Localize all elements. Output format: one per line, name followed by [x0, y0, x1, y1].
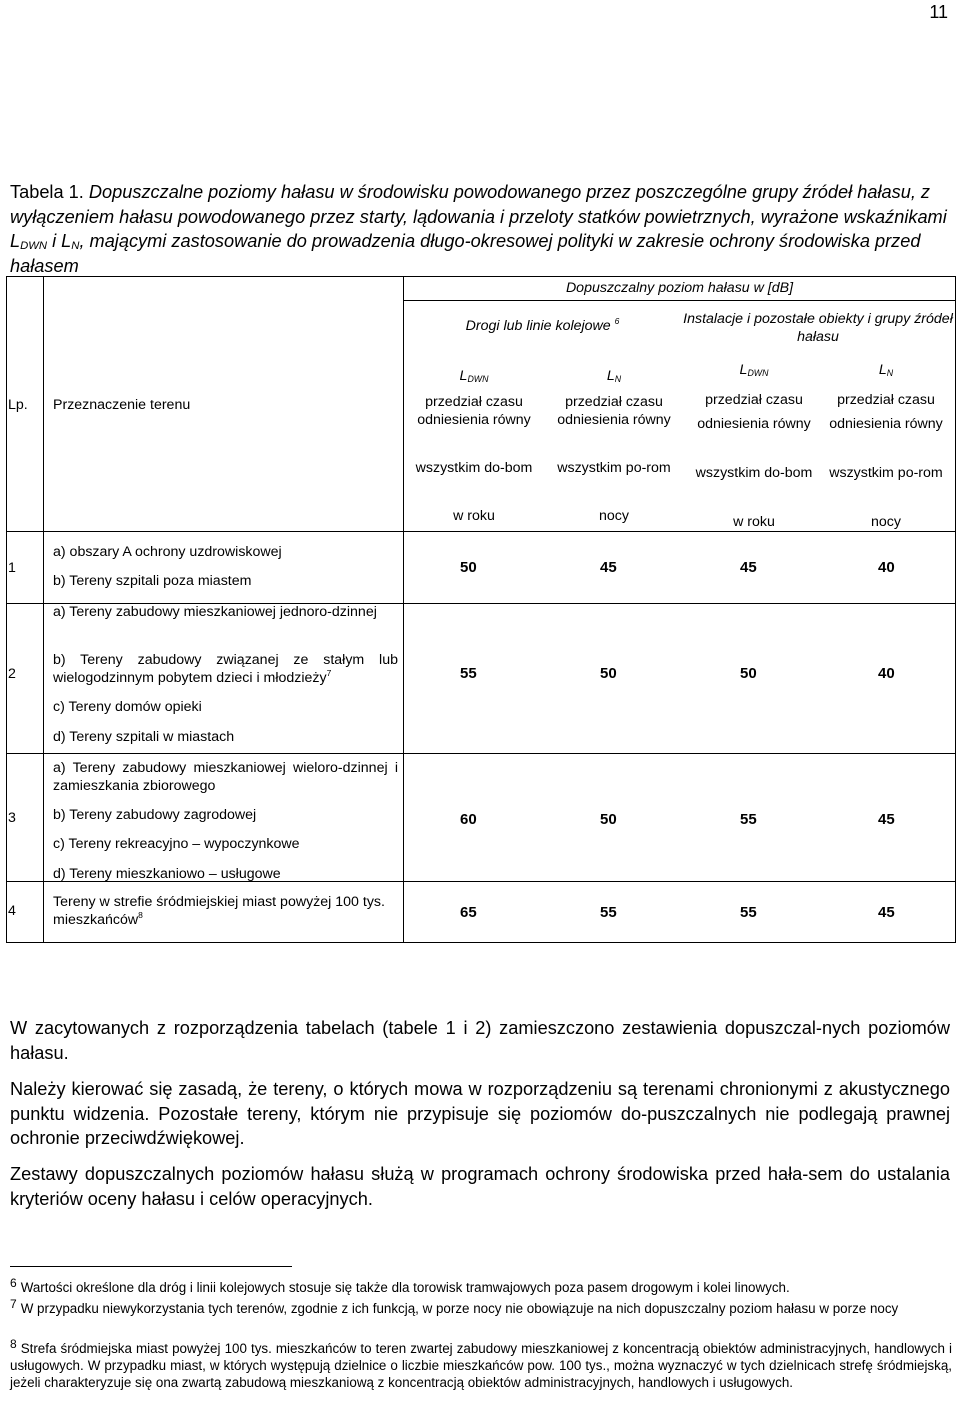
- col-inst-ln-symbol: $L_N$: [878, 362, 894, 378]
- col-roads-ldwn-period: przedział czasu odniesienia równy: [417, 394, 531, 428]
- noise-limits-table: [6, 276, 956, 943]
- footnote-ref-6: 6: [614, 316, 620, 326]
- footnote-ref-7: 7: [326, 668, 332, 678]
- col-roads-ln-period: przedział czasu odniesienia równy: [557, 394, 671, 428]
- row-2-value-3: 50: [740, 665, 757, 682]
- paragraph-2: Należy kierować się zasadą, że tereny, o których mowa w rozporządzeniu są terenami chronionymi z akustycznego punktu widzenia. Pozostałe tereny, którym nie przypisuje się poziomów do-puszczalnych nie podlegają prawnej ochronie przeciwdźwiękowej.: [10, 1079, 950, 1148]
- row-2-item-b: b) Tereny zabudowy związanej ze stałym lub wielogodzinnym pobytem dzieci i młodzieży$^7$: [53, 652, 398, 686]
- row-4-lp: 4: [8, 903, 16, 919]
- row-3-lp: 3: [8, 810, 16, 826]
- caption-text-a: Dopuszczalne poziomy hałasu w środowisku powodowanego przez poszczególne grupy źródeł hałasu, z wyłączeniem hałasu powodowanego przez starty, lądowania i przeloty statków powietrznych, wyrażone wskaźnikami L: [10, 182, 947, 251]
- footnote-ref-8: 8: [138, 910, 143, 920]
- col-inst-ldwn-in-year: w roku: [733, 514, 775, 530]
- row-1-value-1: 50: [460, 559, 477, 576]
- col-roads-ln-nights: wszystkim po-rom: [557, 460, 671, 476]
- col-roads-ln-night: nocy: [599, 508, 629, 524]
- row-1-value-2: 45: [600, 559, 617, 576]
- row-4-value-2: 55: [600, 904, 617, 921]
- row-4-item: Tereny w strefie śródmiejskiej miast powyżej 100 tys. mieszkańców$^8$: [53, 894, 385, 928]
- row-1-value-3: 45: [740, 559, 757, 576]
- row-2-value-1: 55: [460, 665, 477, 682]
- caption-label: Tabela 1.: [10, 182, 84, 202]
- row-2-value-2: 50: [600, 665, 617, 682]
- caption-sub-dwn: DWN: [20, 240, 48, 252]
- caption-text-c: , mającymi zastosowanie do prowadzenia długo-okresowej polityki w zakresie ochrony środowiska przed hałasem: [10, 231, 921, 276]
- row-2-item-d: d) Tereny szpitali w miastach: [53, 729, 235, 745]
- col-inst-ln-night: nocy: [871, 514, 901, 530]
- row-1-value-4: 40: [878, 559, 895, 576]
- col-roads-ldwn-days: wszystkim do-bom: [415, 460, 533, 476]
- col-roads-ldwn-symbol: $L_{DWN}$: [459, 368, 489, 384]
- row-2-item-a: a) Tereny zabudowy mieszkaniowej jednoro-dzinnej: [53, 604, 377, 620]
- row-1-item-b: b) Tereny szpitali poza miastem: [53, 573, 252, 589]
- paragraph-3: Zestawy dopuszczalnych poziomów hałasu służą w programach ochrony środowiska przed hała-sem do ustalania kryteriów oceny hałasu i celów operacyjnych.: [10, 1164, 950, 1209]
- row-4-value-4: 45: [878, 904, 895, 921]
- row-3-value-1: 60: [460, 811, 477, 828]
- header-lp: Lp.: [8, 397, 28, 413]
- row-1-lp: 1: [8, 560, 16, 576]
- page-number: 11: [929, 2, 948, 22]
- col-roads-ln-symbol: $L_N$: [606, 368, 622, 384]
- header-roads-railways: Drogi lub linie kolejowe $^6$: [465, 316, 620, 334]
- row-3-value-4: 45: [878, 811, 895, 828]
- row-3-value-2: 50: [600, 811, 617, 828]
- header-installations: Instalacje i pozostałe obiekty i grupy źródeł hałasu: [683, 311, 953, 345]
- row-4-value-1: 65: [460, 904, 477, 921]
- col-inst-ldwn-period: przedział czasu odniesienia równy: [697, 392, 811, 432]
- footnote-8: 8 Strefa śródmiejska miast powyżej 100 tys. mieszkańców to teren zwartej zabudowy mieszkaniowej z koncentracją obiektów administracyjnych, handlowych i usługowych. W przypadku miast, w których występują dzielnice o liczbie mieszkańców pow. 100 tys., można wyznaczyć w tych dzielnicach strefę śródmiejską, jeżeli charakteryzuje się ona zwartą zabudową mieszkaniową z koncentracją obiektów administracyjnych, handlowych i usługowych.: [10, 1337, 952, 1390]
- caption-text-b: i L: [47, 231, 72, 251]
- row-1-item-a: a) obszary A ochrony uzdrowiskowej: [53, 544, 282, 560]
- row-2-lp: 2: [8, 666, 16, 682]
- row-4-value-3: 55: [740, 904, 757, 921]
- col-inst-ln-period: przedział czasu odniesienia równy: [829, 392, 943, 432]
- row-2-item-c: c) Tereny domów opieki: [53, 699, 202, 715]
- footnote-7: 7 W przypadku niewykorzystania tych terenów, zgodnie z ich funkcją, w porze nocy nie obowiązuje na nich dopuszczalny poziom hałasu w porze nocy: [10, 1297, 899, 1316]
- row-2-value-4: 40: [878, 665, 895, 682]
- footnote-6: 6 Wartości określone dla dróg i linii kolejowych stosuje się także dla torowisk tramwajowych poza pasem drogowym i kolei linowych.: [10, 1276, 790, 1295]
- col-roads-ldwn-in-year: w roku: [453, 508, 495, 524]
- row-3-item-c: c) Tereny rekreacyjno – wypoczynkowe: [53, 836, 300, 852]
- col-inst-ldwn-symbol: $L_{DWN}$: [739, 362, 769, 378]
- col-inst-ldwn-days: wszystkim do-bom: [695, 465, 813, 481]
- caption-sub-n: N: [71, 240, 80, 252]
- footnote-separator: [10, 1266, 292, 1267]
- row-3-value-3: 55: [740, 811, 757, 828]
- row-3-item-a: a) Tereny zabudowy mieszkaniowej wieloro-dzinnej i zamieszkania zbiorowego: [53, 760, 398, 794]
- row-3-item-b: b) Tereny zabudowy zagrodowej: [53, 807, 257, 823]
- table-caption: [10, 180, 950, 278]
- header-land-purpose: Przeznaczenie terenu: [53, 397, 191, 413]
- row-3-item-d: d) Tereny mieszkaniowo – usługowe: [53, 866, 281, 882]
- paragraph-1: W zacytowanych z rozporządzenia tabelach (tabele 1 i 2) zamieszczono zestawienia dopuszczal-nych poziomów hałasu.: [10, 1018, 950, 1063]
- col-inst-ln-nights: wszystkim po-rom: [829, 465, 943, 481]
- header-permissible-level: Dopuszczalny poziom hałasu w [dB]: [565, 280, 794, 296]
